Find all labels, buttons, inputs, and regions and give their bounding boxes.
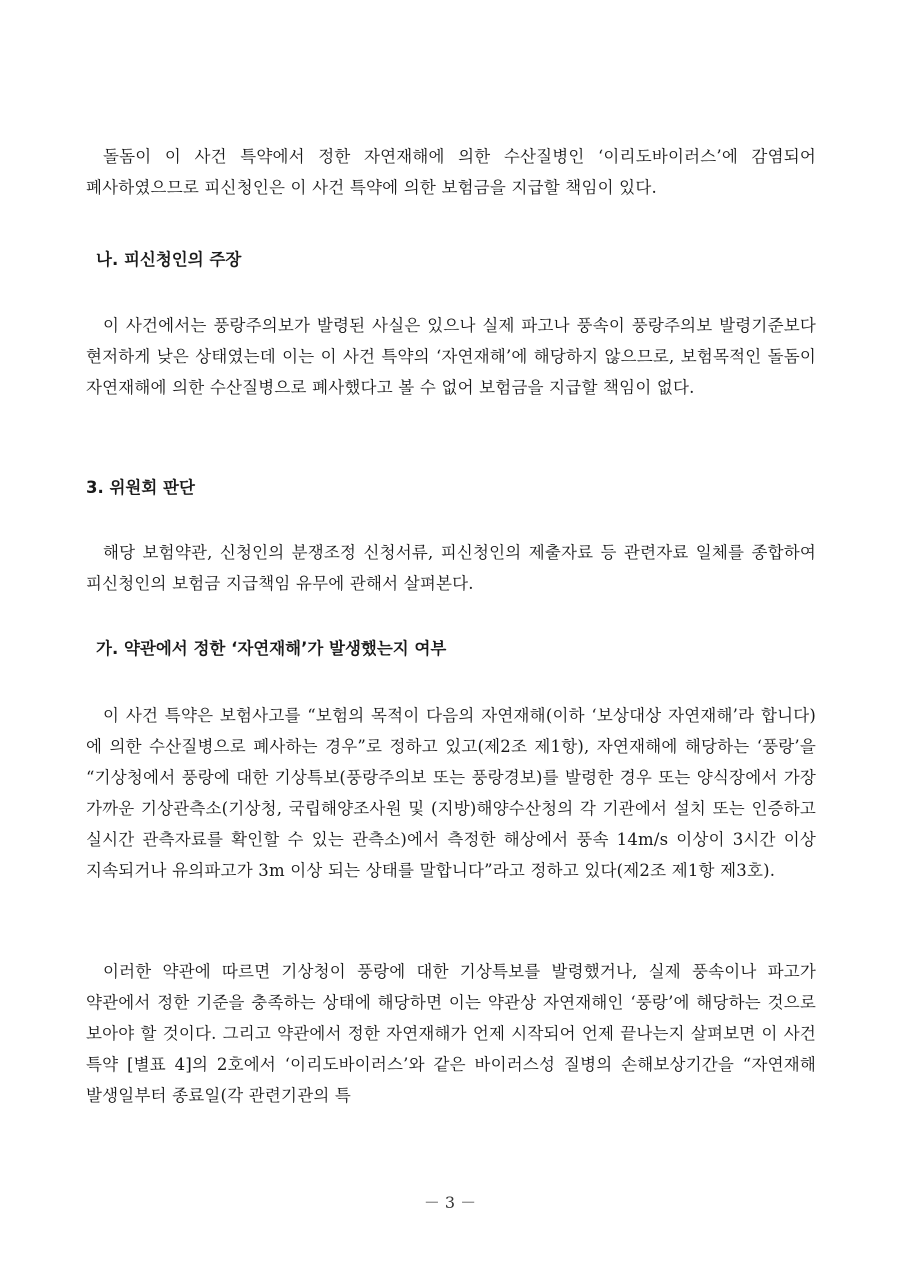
paragraph-committee-review: 해당 보험약관, 신청인의 분쟁조정 신청서류, 피신청인의 제출자료 등 관련자료 일체를 종합하여 피신청인의 보험금 지급책임 유무에 관해서 살펴본다. <box>86 543 816 593</box>
paragraph-special-terms-definition: 이 사건 특약은 보험사고를 “보험의 목적이 다음의 자연재해(이하 ‘보상대상 자연재해’라 합니다)에 의한 수산질병으로 폐사하는 경우”로 정하고 있고(제2조 제1항), 자연재해에 해당하는 ‘풍랑’을 “기상청에서 풍랑에 대한 기상특보(풍랑주의보 또는 풍랑경보)를 발령한 경우 또는 양식장에서 가장 가까운 기상관측소(기상청, 국립해양조사원 및 (지방)해양수산청의 각 기관에서 설치 또는 인증하고 실시간 관측자료를 확인할 수 있는 관측소)에서 측정한 해상에서 풍속 14m/s 이상이 3시간 이상 지속되거나 유의파고가 3m 이상 되는 상태를 말합니다”라고 정하고 있다(제2조 제1항 제3호). <box>86 706 816 880</box>
section-heading-committee-judgment: 3. 위원회 판단 <box>86 478 195 497</box>
section-heading-respondent-argument: 나. 피신청인의 주장 <box>96 250 242 269</box>
paragraph-respondent-argument: 이 사건에서는 풍랑주의보가 발령된 사실은 있으나 실제 파고나 풍속이 풍랑주의보 발령기준보다 현저하게 낮은 상태였는데 이는 이 사건 특약의 ‘자연재해’에 해당하지 않으므로, 보험목적인 돌돔이 자연재해에 의한 수산질병으로 폐사했다고 볼 수 없어 보험금을 지급할 책임이 없다. <box>86 316 816 397</box>
paragraph-respondent-claim-conclusion: 돌돔이 이 사건 특약에서 정한 자연재해에 의한 수산질병인 ‘이리도바이러스’에 감염되어 폐사하였으므로 피신청인은 이 사건 특약에 의한 보험금을 지급할 책임이 있다. <box>86 147 816 197</box>
section-heading-natural-disaster-occurrence: 가. 약관에서 정한 ‘자연재해’가 발생했는지 여부 <box>96 639 447 658</box>
page-number: － 3 － <box>423 1193 477 1212</box>
paragraph-terms-interpretation: 이러한 약관에 따르면 기상청이 풍랑에 대한 기상특보를 발령했거나, 실제 풍속이나 파고가 약관에서 정한 기준을 충족하는 상태에 해당하면 이는 약관상 자연재해인 ‘풍랑’에 해당하는 것으로 보아야 할 것이다. 그리고 약관에서 정한 자연재해가 언제 시작되어 언제 끝나는지 살펴보면 이 사건 특약 [별표 4]의 2호에서 ‘이리도바이러스’와 같은 바이러스성 질병의 손해보상기간을 “자연재해 발생일부터 종료일(각 관련기관의 특 <box>86 962 816 1105</box>
